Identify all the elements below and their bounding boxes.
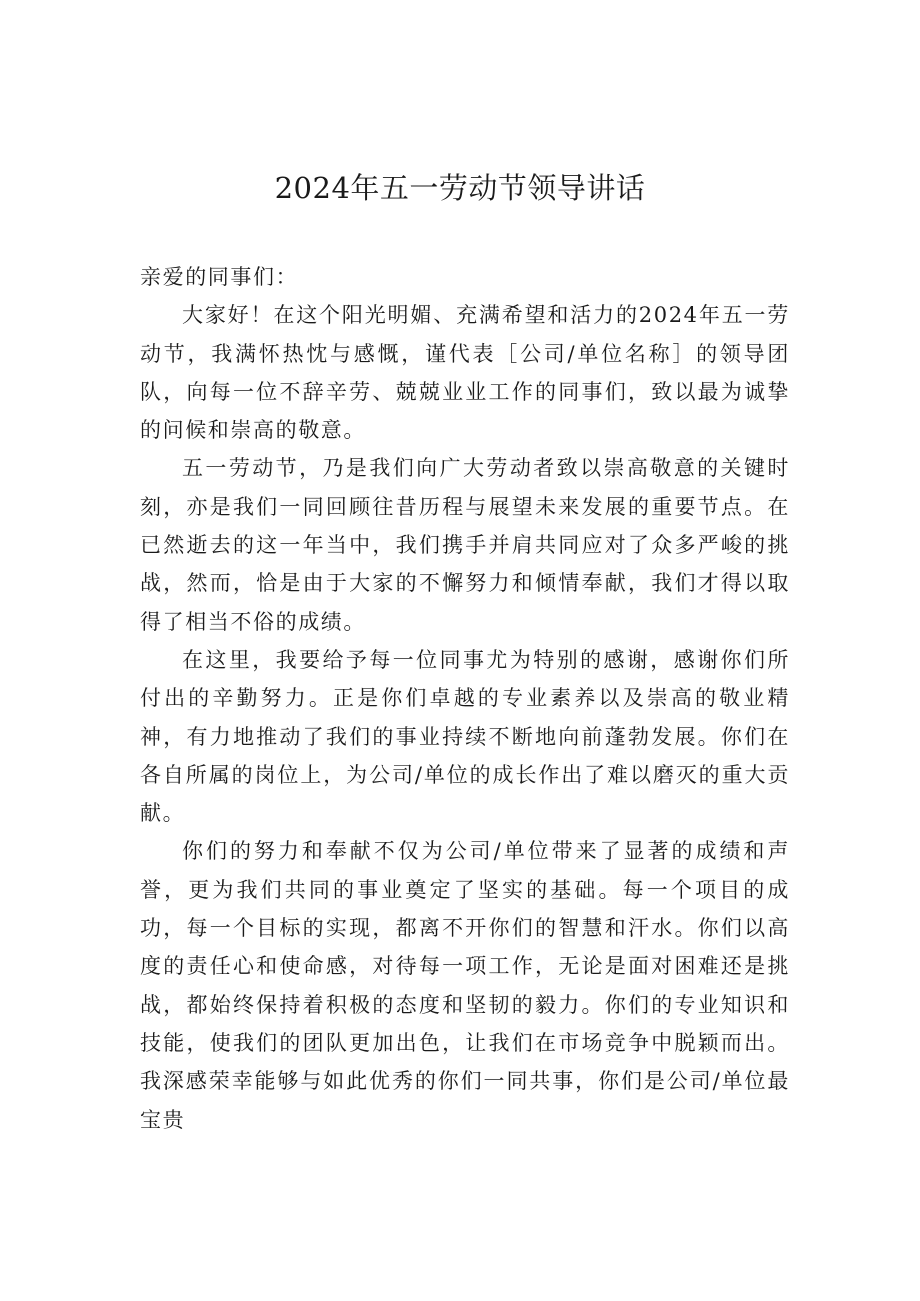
paragraph-2: 五一劳动节，乃是我们向广大劳动者致以崇高敬意的关键时刻，亦是我们一同回顾往昔历程与展望未来发展的重要节点。在已然逝去的这一年当中，我们携手并肩共同应对了众多严峻的挑战，然而，恰是由于大家的不懈努力和倾情奉献，我们才得以取得了相当不俗的成绩。 <box>140 456 790 634</box>
paragraph-4: 你们的努力和奉献不仅为公司/单位带来了显著的成绩和声誉，更为我们共同的事业奠定了坚实的基础。每一个项目的成功，每一个目标的实现，都离不开你们的智慧和汗水。你们以高度的责任心和使命感，对待每一项工作，无论是面对困难还是挑战，都始终保持着积极的态度和坚韧的毅力。你们的专业知识和技能，使我们的团队更加出色，让我们在市场竞争中脱颖而出。我深感荣幸能够与如此优秀的你们一同共事，你们是公司/单位最宝贵 <box>140 839 790 1132</box>
document-title: 2024年五一劳动节领导讲话 <box>274 171 646 205</box>
paragraph-3: 在这里，我要给予每一位同事尤为特别的感谢，感谢你们所付出的辛勤努力。正是你们卓越的专业素养以及崇高的敬业精神，有力地推动了我们的事业持续不断地向前蓬勃发展。你们在各自所属的岗位上，为公司/单位的成长作出了难以磨灭的重大贡献。 <box>140 647 790 826</box>
paragraph-1: 大家好！在这个阳光明媚、充满希望和活力的2024年五一劳动节，我满怀热忱与感慨，谨代表［公司/单位名称］的领导团队，向每一位不辞辛劳、兢兢业业工作的同事们，致以最为诚挚的问候和崇高的敬意。 <box>140 303 790 443</box>
salutation: 亲爱的同事们： <box>140 265 299 289</box>
document-body <box>140 258 790 1139</box>
